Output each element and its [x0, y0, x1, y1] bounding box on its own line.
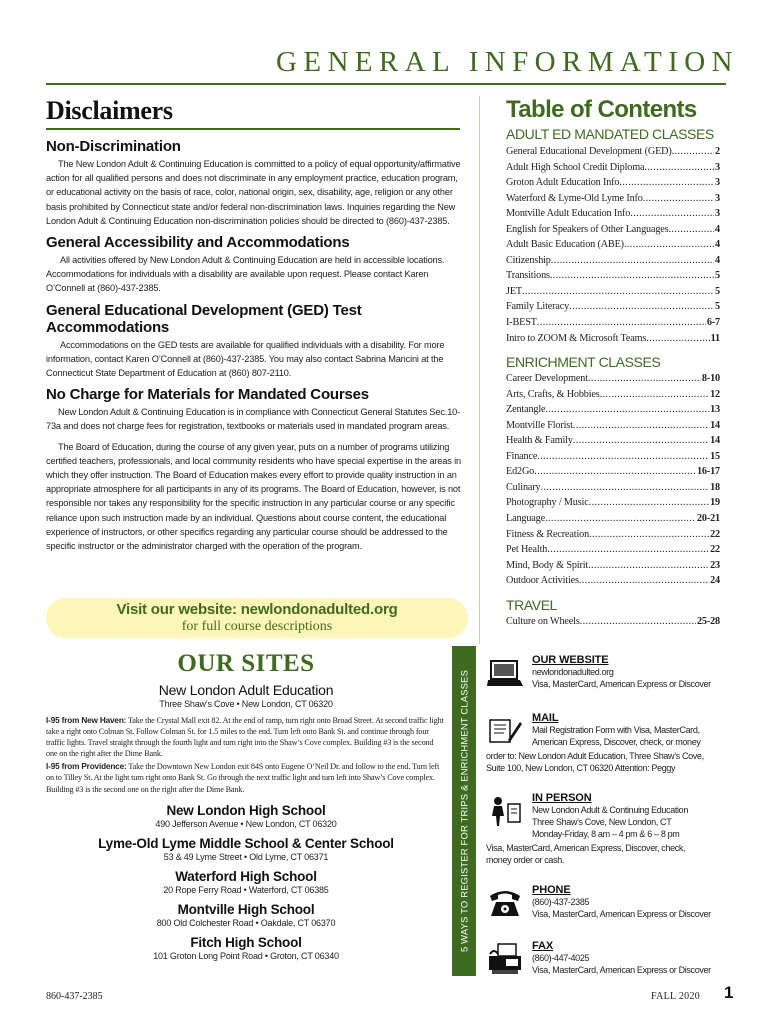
- register-phone: [486, 884, 726, 940]
- toc-item[interactable]: [506, 449, 720, 465]
- register-line: Three Shaw’s Cove, New London, CT: [532, 817, 672, 827]
- directions-providence: [46, 761, 446, 794]
- toc-item-label: Mind, Body & Spirit: [506, 559, 589, 571]
- leader-dots: [672, 144, 714, 160]
- column-divider: [479, 96, 480, 644]
- leader-dots: [600, 387, 710, 403]
- toc-item-label: Adult High School Credit Diploma: [506, 161, 645, 173]
- toc-item-label: Ed2Go: [506, 466, 535, 478]
- toc-item-label: Citizenship: [506, 254, 551, 266]
- toc-item-label: Culture on Wheels: [506, 615, 580, 627]
- site-name: Lyme-Old Lyme Middle School & Center School: [98, 835, 394, 851]
- leader-dots: [579, 573, 709, 589]
- register-line: money order or cash.: [486, 855, 565, 865]
- toc-item-label: Culinary: [506, 481, 541, 493]
- website-callout: [46, 598, 468, 638]
- toc-category: ENRICHMENT CLASSES: [506, 354, 661, 371]
- toc-item-page: 20-21: [696, 513, 720, 525]
- toc-category: ADULT ED MANDATED CLASSES: [506, 126, 714, 142]
- site-address: 20 Rope Ferry Road • Waterford, CT 06385: [163, 884, 329, 895]
- toc-item[interactable]: [506, 268, 720, 284]
- leader-dots: [550, 268, 714, 284]
- toc-item[interactable]: [506, 331, 720, 347]
- paragraph: New London Adult & Continuing Education is in compliance with Connecticut General Statutes Sec.10-73a and does not charge fees for registration, textbooks or materials used in mandated program areas.: [46, 407, 461, 432]
- register-line: Monday-Friday, 8 am – 4 pm & 6 – 8 pm: [532, 829, 680, 839]
- toc-item-label: Pet Health: [506, 544, 548, 556]
- toc-item-label: Intro to ZOOM & Microsoft Teams: [506, 332, 647, 344]
- toc-item-page: 3: [715, 177, 720, 189]
- toc-item[interactable]: [506, 433, 720, 449]
- person-icon: [486, 794, 524, 828]
- leader-dots: [668, 222, 714, 238]
- paragraph: Accommodations on the GED tests are available for qualified individuals with a disability. For more information, contact Karen O’Connell at (860)-437-2385. You may also contact Sabrina Mancini at the Connecticut State Department of Education at (860) 807-2110.: [46, 339, 445, 379]
- toc-list-adult-ed: [506, 144, 720, 346]
- toc-item-label: Photography / Music: [506, 497, 589, 509]
- site-address: 490 Jefferson Avenue • New London, CT 06320: [155, 818, 337, 829]
- register-line: Visa, MasterCard, American Express or Discover: [532, 965, 711, 975]
- toc-item-page: 22: [710, 528, 720, 540]
- toc-item[interactable]: [506, 614, 720, 630]
- leader-dots: [588, 371, 701, 387]
- toc-item-label: Family Literacy: [506, 301, 570, 313]
- paragraph: All activities offered by New London Adult & Continuing Education are held in accessible locations. Accommodations for individuals with a disability are available upon request. Please contact Karen O’Connell at (860)-437-2385.: [46, 255, 445, 294]
- directions-label: I-95 from Providence:: [46, 762, 127, 772]
- directions-text: Take the Crystal Mall exit 82. At the end of ramp, turn right onto Broad Street. At second traffic light take a right onto Colman St. Follow Colman St. for 1.5 miles to the end. Turn left onto Bank St. and continue through four traffic lights. Travel straight through the fourth light and turn right into the Shaw’s Cove complex. Building #3 is the second one on the right after the Dime Bank.: [46, 716, 444, 759]
- toc-list-enrichment: [506, 371, 720, 589]
- toc-item-page: 22: [710, 544, 720, 556]
- toc-item-label: Montville Adult Education Info: [506, 208, 631, 220]
- section-heading-ged-accommodations: General Educational Development (GED) Test Accommodations: [46, 301, 362, 336]
- toc-item[interactable]: [506, 175, 720, 191]
- section-heading-non-discrimination: Non-Discrimination: [46, 138, 181, 155]
- register-line: American Express, Discover, check, or money: [532, 737, 701, 747]
- leader-dots: [589, 527, 709, 543]
- register-heading: FAX: [532, 940, 554, 952]
- disclaimers-divider: [46, 128, 460, 130]
- toc-item-label: Transitions: [506, 270, 550, 282]
- toc-item-page: 3: [715, 161, 720, 173]
- toc-item[interactable]: [506, 495, 720, 511]
- toc-item-label: General Educational Development (GED): [506, 146, 672, 157]
- register-heading: OUR WEBSITE: [532, 654, 609, 666]
- register-line: Visa, MasterCard, American Express, Discover, check,: [486, 843, 686, 853]
- toc-item-label: Waterford & Lyme-Old Lyme Info: [506, 192, 643, 204]
- toc-list-travel: [506, 614, 720, 630]
- toc-item[interactable]: [506, 418, 720, 434]
- toc-item[interactable]: [506, 573, 720, 589]
- register-line: Visa, MasterCard, American Express or Discover: [532, 909, 711, 919]
- toc-item-page: 16-17: [696, 466, 720, 478]
- register-heading: IN PERSON: [532, 792, 592, 804]
- leader-dots: [644, 160, 714, 176]
- leader-dots: [580, 614, 696, 630]
- toc-item-label: Career Development: [506, 373, 588, 385]
- toc-item-label: Outdoor Activities: [506, 575, 579, 587]
- site-name: New London High School: [166, 802, 326, 818]
- website-link[interactable]: Visit our website: newlondonadulted.org: [116, 601, 398, 618]
- site-name: Fitch High School: [190, 934, 302, 950]
- site-name: Waterford High School: [175, 868, 317, 884]
- leader-dots: [534, 464, 696, 480]
- toc-item-page: 3: [715, 192, 720, 204]
- toc-item[interactable]: [506, 371, 720, 387]
- toc-item-label: Adult Basic Education (ABE): [506, 239, 624, 251]
- leader-dots: [522, 284, 714, 300]
- register-methods: [486, 654, 726, 990]
- register-line: New London Adult & Continuing Education: [532, 805, 688, 815]
- register-line: Suite 100, New London, CT 06320 Attention: Peggy: [486, 763, 676, 773]
- toc-item[interactable]: [506, 206, 720, 222]
- section-heading-no-charge: No Charge for Materials for Mandated Courses: [46, 386, 369, 404]
- toc-item-page: 5: [715, 301, 720, 313]
- toc-item-page: 3: [715, 208, 720, 220]
- toc-item-label: English for Speakers of Other Languages: [506, 223, 669, 235]
- toc-item-label: Health & Family: [506, 435, 573, 447]
- register-in-person: [486, 792, 726, 884]
- toc-item[interactable]: [506, 284, 720, 300]
- toc-item-page: 11: [710, 332, 720, 344]
- site-address: 53 & 49 Lyme Street • Old Lyme, CT 06371: [163, 851, 329, 862]
- laptop-icon: [486, 656, 524, 690]
- toc-item[interactable]: [506, 402, 720, 418]
- toc-item-page: 14: [710, 419, 720, 431]
- paragraph: The New London Adult & Continuing Education is committed to a policy of equal opportunity/affirmative action for all qualified persons and does not discriminate in any employment practice, education program, or educational activity on the basis of race, color, national origin, sex, disability, age, religion or any other basis prohibited by Connecticut state and/or federal non-discrimination laws. Inquiries regarding the New London Adult & Continuing Education non-discrimination policies should be directed to (860)-437-2385.: [46, 159, 461, 226]
- toc-item[interactable]: [506, 160, 720, 176]
- toc-item[interactable]: [506, 558, 720, 574]
- directions-label: I-95 from New Haven:: [46, 716, 127, 725]
- website-subtext: for full course descriptions: [181, 619, 333, 634]
- register-mail: [486, 712, 726, 792]
- toc-item-label: Zentangle: [506, 404, 546, 416]
- toc-item-page: 4: [715, 254, 720, 266]
- leader-dots: [643, 191, 714, 207]
- register-line: order to: New London Adult Education, Three Shaw’s Cove,: [486, 751, 704, 761]
- directions-text: Take the Downtown New London exit 84S onto Eugene O’Neil Dr. and follow to the end. Turn left on to Tilley St. At the light turn right onto Bank St. Go through the next traffic light and turn left into Shaw’s Cove complex. Building #3 is the second one on the right after the Dime Bank.: [46, 762, 440, 794]
- header-divider: [46, 83, 726, 85]
- site-address: 800 Old Colchester Road • Oakdale, CT 06370: [156, 917, 336, 928]
- register-line: (860)-437-2385: [532, 897, 590, 907]
- toc-item-label: Language: [506, 513, 545, 525]
- leader-dots: [551, 253, 714, 269]
- directions-new-haven: [46, 715, 446, 759]
- toc-item-label: Montville Florist: [506, 419, 573, 431]
- register-heading: MAIL: [532, 712, 559, 724]
- toc-category: TRAVEL: [506, 596, 558, 613]
- toc-item-label: I-BEST: [506, 317, 537, 329]
- footer-season: FALL 2020: [651, 991, 701, 1002]
- toc-item[interactable]: [506, 480, 720, 496]
- register-line: (860)-447-4025: [532, 953, 590, 963]
- footer-phone: 860-437-2385: [46, 991, 103, 1002]
- toc-item-page: 25-28: [696, 615, 720, 627]
- sites-title: OUR SITES: [177, 650, 315, 677]
- leader-dots: [569, 299, 714, 315]
- leader-dots: [545, 511, 696, 527]
- leader-dots: [624, 237, 714, 253]
- toc-item-label: Groton Adult Education Info: [506, 177, 620, 189]
- toc-item[interactable]: [506, 315, 720, 331]
- toc-item-page: 4: [715, 223, 720, 235]
- toc-item-label: Finance: [506, 450, 538, 462]
- site-address: 101 Groton Long Point Road • Groton, CT 06340: [153, 950, 339, 961]
- toc-item-page: 19: [710, 497, 720, 509]
- toc-item[interactable]: [506, 299, 720, 315]
- register-sidebar-label: 5 WAYS TO REGISTER FOR TRIPS & ENRICHMENT CLASSES: [458, 669, 470, 953]
- disclaimers-section: [46, 96, 466, 553]
- leader-dots: [545, 402, 709, 418]
- toc-item-page: 5: [715, 270, 720, 282]
- toc-title: Table of Contents: [506, 96, 697, 123]
- toc-item[interactable]: [506, 191, 720, 207]
- leader-dots: [573, 433, 709, 449]
- leader-dots: [588, 558, 709, 574]
- page-title: GENERAL INFORMATION: [276, 46, 739, 78]
- toc-item[interactable]: [506, 511, 720, 527]
- toc-item[interactable]: [506, 542, 720, 558]
- toc-item-page: 2: [715, 146, 720, 157]
- toc-item[interactable]: [506, 144, 720, 160]
- leader-dots: [573, 418, 709, 434]
- register-heading: PHONE: [532, 884, 571, 896]
- paragraph: The Board of Education, during the course of any given year, puts on a number of programs utilizing certified teachers, professionals, and local community residents who have special expertise in the areas in which they offer instruction. The Board of Education makes every effort to provide quality instruction in an appropriate atmosphere for all participants in any of its programs. The Board of Education, however, is not responsible nor takes any responsibility for the specific instruction in any particular course or any specific reliance upon such instruction made by an individual. Questions about course content, the educational experience of instructors, or other specifics regarding any particular course should be addressed to the specific instructor or the administrator charged with the operation of the program.: [46, 441, 461, 552]
- leader-dots: [537, 449, 709, 465]
- page-number: 1: [724, 983, 734, 1002]
- toc-item-page: 6-7: [706, 317, 720, 329]
- leader-dots: [537, 315, 706, 331]
- disclaimers-title: Disclaimers: [46, 96, 173, 125]
- toc-item[interactable]: [506, 387, 720, 403]
- toc-item-page: 4: [715, 239, 720, 251]
- section-heading-accessibility: General Accessibility and Accommodations: [46, 234, 350, 252]
- leader-dots: [646, 331, 710, 347]
- mail-icon: [486, 714, 524, 748]
- register-line: Visa, MasterCard, American Express or Discover: [532, 679, 711, 689]
- leader-dots: [619, 175, 714, 191]
- register-line: Mail Registration Form with Visa, MasterCard,: [532, 725, 700, 735]
- toc-item-page: 12: [710, 388, 720, 400]
- leader-dots: [547, 542, 709, 558]
- table-of-contents: [506, 96, 720, 629]
- toc-item-page: 14: [710, 435, 720, 447]
- site-address: Three Shaw’s Cove • New London, CT 06320: [159, 699, 333, 709]
- toc-item[interactable]: [506, 527, 720, 543]
- leader-dots: [630, 206, 714, 222]
- site-name: Montville High School: [177, 901, 315, 917]
- toc-item-label: Fitness & Recreation: [506, 528, 590, 540]
- toc-item[interactable]: [506, 253, 720, 269]
- site-name: New London Adult Education: [158, 682, 334, 698]
- toc-item[interactable]: [506, 222, 720, 238]
- toc-item[interactable]: [506, 464, 720, 480]
- register-website: [486, 654, 726, 712]
- register-line[interactable]: newlondonadulted.org: [532, 667, 614, 677]
- toc-item-page: 24: [710, 575, 720, 587]
- toc-item-label: JET: [506, 285, 522, 297]
- register-fax: [486, 940, 726, 990]
- toc-item-page: 8-10: [701, 373, 720, 385]
- toc-item-label: Arts, Crafts, & Hobbies: [506, 388, 600, 400]
- toc-item-page: 23: [710, 559, 720, 571]
- leader-dots: [540, 480, 709, 496]
- toc-item-page: 18: [710, 481, 720, 493]
- toc-item-page: 5: [715, 285, 720, 297]
- toc-item[interactable]: [506, 237, 720, 253]
- leader-dots: [589, 495, 709, 511]
- phone-icon: [486, 886, 524, 920]
- toc-item-page: 15: [710, 450, 720, 462]
- toc-item-page: 13: [710, 404, 720, 416]
- our-sites-section: [46, 650, 446, 961]
- fax-icon: [486, 942, 524, 976]
